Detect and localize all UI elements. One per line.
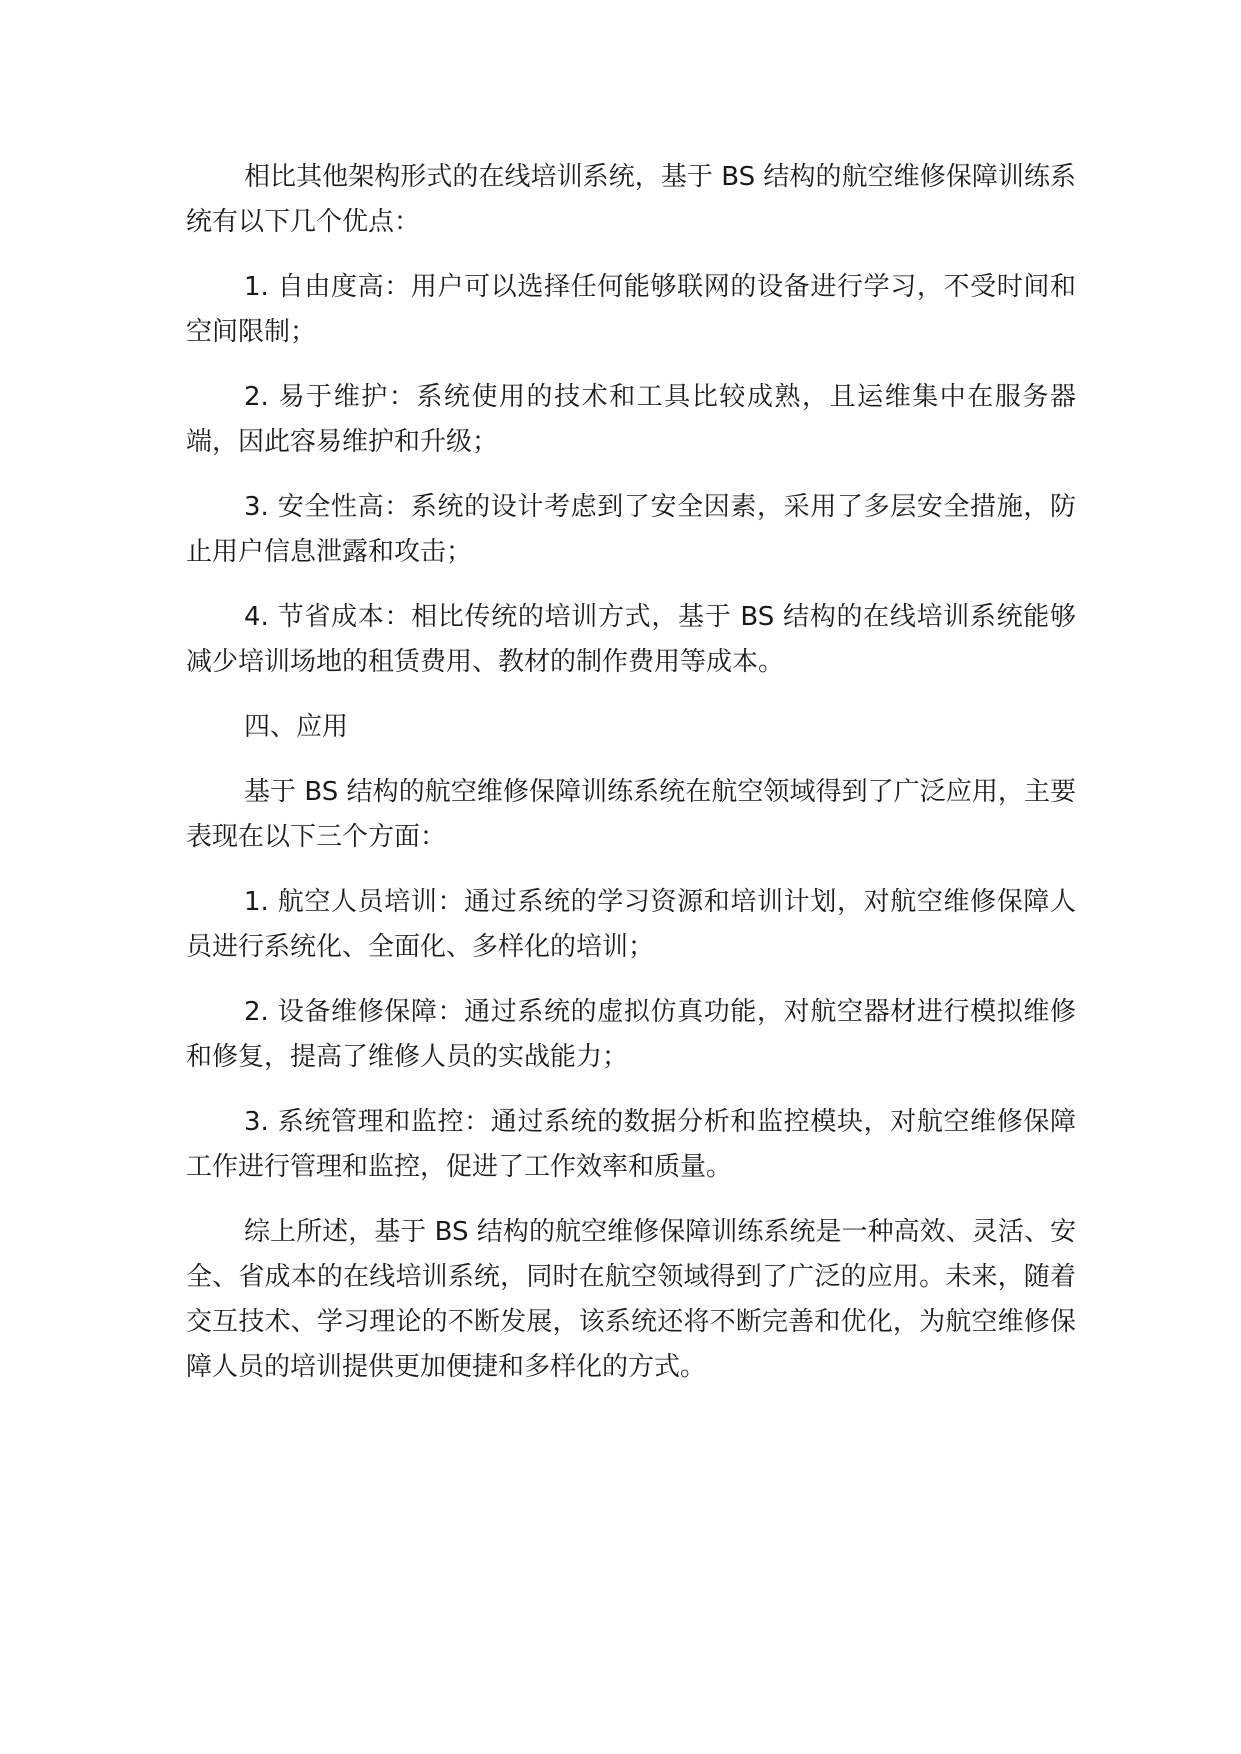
paragraph-application-intro: 基于 BS 结构的航空维修保障训练系统在航空领域得到了广泛应用，主要表现在以下三个方面：	[186, 777, 1076, 852]
section-heading-application: 四、应用	[244, 712, 349, 742]
paragraph-application-1: 1. 航空人员培训：通过系统的学习资源和培训计划，对航空维修保障人员进行系统化、全面化、多样化的培训；	[186, 887, 1076, 962]
paragraph-advantage-1: 1. 自由度高：用户可以选择任何能够联网的设备进行学习，不受时间和空间限制；	[186, 272, 1076, 347]
paragraph-application-2: 2. 设备维修保障：通过系统的虚拟仿真功能，对航空器材进行模拟维修和修复，提高了维修人员的实战能力；	[186, 997, 1076, 1072]
document-body	[186, 155, 1076, 1410]
paragraph-advantage-4: 4. 节省成本：相比传统的培训方式，基于 BS 结构的在线培训系统能够减少培训场地的租赁费用、教材的制作费用等成本。	[186, 602, 1076, 677]
paragraph-advantage-3: 3. 安全性高：系统的设计考虑到了安全因素，采用了多层安全措施，防止用户信息泄露和攻击；	[186, 492, 1076, 567]
paragraph-intro: 相比其他架构形式的在线培训系统，基于 BS 结构的航空维修保障训练系统有以下几个优点：	[186, 162, 1076, 237]
paragraph-advantage-2: 2. 易于维护：系统使用的技术和工具比较成熟，且运维集中在服务器端，因此容易维护和升级；	[186, 382, 1076, 457]
paragraph-application-3: 3. 系统管理和监控：通过系统的数据分析和监控模块，对航空维修保障工作进行管理和监控，促进了工作效率和质量。	[186, 1107, 1076, 1182]
paragraph-conclusion: 综上所述，基于 BS 结构的航空维修保障训练系统是一种高效、灵活、安全、省成本的在线培训系统，同时在航空领域得到了广泛的应用。未来，随着交互技术、学习理论的不断发展，该系统还将不断完善和优化，为航空维修保障人员的培训提供更加便捷和多样化的方式。	[186, 1217, 1076, 1382]
